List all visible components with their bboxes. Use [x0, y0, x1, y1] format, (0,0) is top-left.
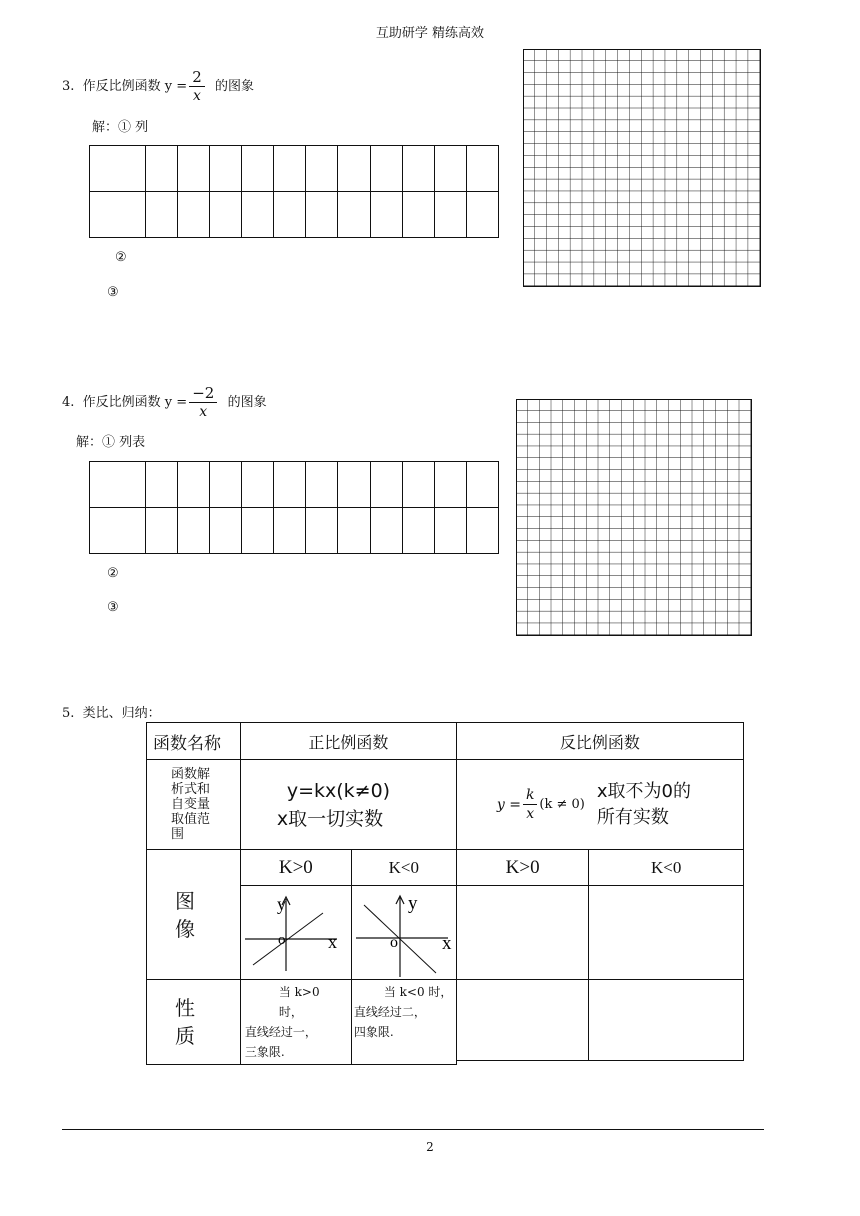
direct-k-negative: K<0 — [351, 850, 456, 886]
x-axis-label: x — [441, 932, 452, 954]
row-label-graph-1: 图 — [175, 888, 195, 913]
table-cell[interactable] — [210, 462, 242, 508]
question-prefix: 作反比例函数 y = — [82, 79, 188, 94]
direct-domain: x取一切实数 — [276, 807, 384, 830]
inverse-formula-condition: (k ≠ 0) — [539, 797, 585, 812]
table-cell[interactable] — [210, 508, 242, 554]
table-cell[interactable] — [466, 462, 498, 508]
table-cell[interactable] — [274, 146, 306, 192]
question-text: 类比、归纳： — [82, 706, 161, 721]
row-label-graph-2: 像 — [175, 916, 195, 941]
table-cell[interactable] — [338, 192, 370, 238]
y-axis-label: y — [276, 893, 286, 914]
table-cell[interactable] — [274, 462, 306, 508]
fraction-numerator: k — [523, 786, 537, 805]
table-cell[interactable] — [434, 462, 466, 508]
table-cell[interactable] — [338, 462, 370, 508]
direct-positive-graph-cell — [240, 886, 351, 980]
question-prefix: 作反比例函数 y = — [82, 395, 188, 410]
direct-k-positive: K>0 — [240, 850, 351, 886]
question-suffix: 的图象 — [215, 79, 255, 94]
table-cell[interactable] — [210, 146, 242, 192]
table-cell[interactable] — [90, 508, 146, 554]
table-cell[interactable] — [466, 146, 498, 192]
inverse-positive-graph-cell[interactable] — [456, 886, 589, 980]
property-line-1: 当 k<0 时， — [383, 985, 453, 999]
table-cell[interactable] — [146, 508, 178, 554]
table-cell[interactable] — [402, 462, 434, 508]
origin-label: o — [277, 931, 286, 948]
table-cell[interactable] — [90, 462, 146, 508]
value-table-q3 — [89, 145, 499, 238]
table-cell[interactable] — [90, 146, 146, 192]
row-label-formula: 函数解析式和自变量取值范围 — [147, 760, 241, 850]
inverse-k-negative: K<0 — [589, 850, 744, 886]
table-cell[interactable] — [90, 192, 146, 238]
fraction-numerator: −2 — [189, 384, 217, 403]
fraction — [189, 384, 217, 421]
table-cell[interactable] — [146, 462, 178, 508]
inverse-formula-fraction — [523, 786, 537, 823]
question-suffix: 的图象 — [227, 395, 267, 410]
table-cell[interactable] — [402, 146, 434, 192]
property-line-2: 直线经过一， — [244, 1025, 317, 1039]
solution-step-1: 解：① 列 — [92, 120, 149, 135]
table-cell[interactable] — [242, 192, 274, 238]
graph-grid-q4[interactable] — [516, 399, 752, 636]
question-number: 5. — [62, 706, 75, 721]
table-cell[interactable] — [466, 192, 498, 238]
table-cell[interactable] — [306, 508, 338, 554]
table-cell[interactable] — [434, 146, 466, 192]
table-cell[interactable] — [338, 146, 370, 192]
inverse-k-positive: K>0 — [456, 850, 589, 886]
inverse-domain-line-2: 所有实数 — [596, 806, 669, 828]
table-cell[interactable] — [274, 192, 306, 238]
property-line-2: 直线经过二， — [353, 1005, 426, 1019]
table-cell[interactable] — [466, 508, 498, 554]
header-direct-proportion: 正比例函数 — [240, 723, 456, 760]
table-cell[interactable] — [146, 192, 178, 238]
question-4-title — [62, 384, 267, 421]
row-label-graph — [147, 850, 241, 980]
fraction-denominator: x — [526, 806, 535, 822]
table-cell[interactable] — [402, 508, 434, 554]
x-axis-label: x — [327, 931, 337, 952]
page-number: 2 — [426, 1140, 434, 1154]
property-line-3: 四象限. — [353, 1025, 394, 1039]
inverse-formula-cell — [456, 760, 743, 850]
property-line-1: 当 k>0 时， — [278, 985, 320, 1019]
graph-grid-q3[interactable] — [523, 49, 761, 287]
table-cell[interactable] — [402, 192, 434, 238]
solution-step-2: ② — [115, 250, 127, 265]
table-cell[interactable] — [370, 146, 402, 192]
row-label-property — [147, 980, 241, 1065]
table-cell[interactable] — [178, 192, 210, 238]
table-cell[interactable] — [178, 508, 210, 554]
header-function-name: 函数名称 — [147, 723, 241, 760]
table-cell[interactable] — [242, 146, 274, 192]
table-cell[interactable] — [178, 462, 210, 508]
inverse-negative-property-cell[interactable] — [589, 980, 744, 1061]
direct-formula: y=kx(k≠0) — [286, 779, 391, 802]
table-cell[interactable] — [146, 146, 178, 192]
inverse-positive-property-cell[interactable] — [456, 980, 589, 1061]
fraction — [189, 68, 205, 105]
header-inverse-proportion: 反比例函数 — [456, 723, 743, 760]
value-table-q4 — [89, 461, 499, 554]
direct-positive-property — [240, 980, 351, 1065]
page-header: 互助研学 精练高效 — [375, 26, 485, 41]
table-cell[interactable] — [434, 192, 466, 238]
comparison-table — [146, 722, 744, 1065]
origin-label: o — [389, 933, 398, 951]
inverse-formula-y: y = — [496, 796, 521, 813]
table-cell[interactable] — [210, 192, 242, 238]
question-number: 3. — [62, 79, 75, 94]
table-cell[interactable] — [370, 462, 402, 508]
table-tail — [456, 1060, 589, 1064]
table-cell[interactable] — [306, 462, 338, 508]
table-cell[interactable] — [434, 508, 466, 554]
solution-step-2: ② — [107, 566, 119, 581]
table-cell[interactable] — [242, 462, 274, 508]
question-3-title — [62, 68, 254, 105]
solution-step-3: ③ — [107, 600, 119, 615]
fraction-denominator: x — [193, 88, 201, 104]
solution-step-3: ③ — [107, 285, 119, 300]
table-tail — [589, 1060, 744, 1064]
fraction-denominator: x — [199, 404, 208, 420]
table-cell[interactable] — [370, 508, 402, 554]
question-number: 4. — [62, 395, 75, 410]
inverse-domain-line-1: x取不为0的 — [596, 780, 691, 802]
table-cell[interactable] — [370, 192, 402, 238]
table-cell[interactable] — [338, 508, 370, 554]
table-cell[interactable] — [274, 508, 306, 554]
property-line-3: 三象限. — [244, 1045, 285, 1059]
direct-negative-graph — [352, 887, 456, 979]
row-label-property-2: 质 — [175, 1024, 195, 1048]
table-cell[interactable] — [306, 146, 338, 192]
direct-negative-graph-cell — [351, 886, 456, 980]
y-axis-label: y — [407, 892, 418, 914]
inverse-domain — [597, 779, 691, 831]
table-cell[interactable] — [242, 508, 274, 554]
table-cell[interactable] — [178, 146, 210, 192]
table-cell[interactable] — [306, 192, 338, 238]
question-5-title — [62, 702, 161, 721]
direct-formula-cell — [240, 760, 456, 850]
solution-step-1: 解：① 列表 — [76, 435, 146, 450]
fraction-numerator: 2 — [189, 68, 205, 87]
footer-rule — [62, 1129, 764, 1130]
row-label-property-1: 性 — [175, 996, 195, 1020]
direct-positive-graph — [241, 887, 351, 979]
direct-negative-property — [351, 980, 456, 1065]
inverse-negative-graph-cell[interactable] — [589, 886, 744, 980]
